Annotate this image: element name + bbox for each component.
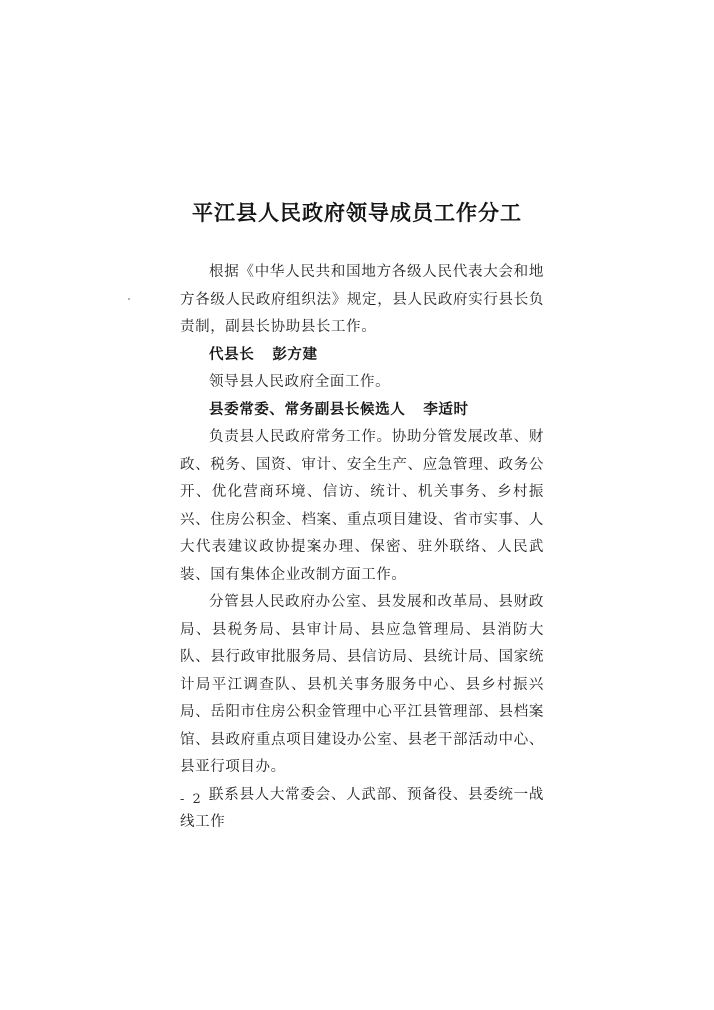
section-person-name: 彭方建 — [272, 346, 318, 363]
section-paragraph: 联系县人大常委会、人武部、预备役、县委统一战线工作 — [180, 786, 544, 830]
section-paragraph: 分管县人民政府办公室、县发展和改革局、县财政局、县税务局、县审计局、县应急管理局、县消防大队、县行政审批服务局、县信访局、县统计局、国家统计局平江调查队、县机关事务服务中心、县乡村振兴局、岳阳市住房公积金管理中心平江县管理部、县档案馆、县政府重点项目建设办公室、县老干部活动中心、县亚行项目办。 — [180, 594, 544, 775]
document-title: 平江县人民政府领导成员工作分工 — [192, 200, 522, 225]
section-heading-executive-deputy — [180, 397, 544, 425]
section-person-name: 李适时 — [423, 401, 469, 418]
section-role: 县委常委、常务副县长候选人 — [209, 401, 406, 418]
document-body — [180, 259, 544, 837]
section-role: 代县长 — [209, 346, 255, 363]
page-number: - 2 - — [180, 792, 216, 807]
intro-paragraph: 根据《中华人民共和国地方各级人民代表大会和地方各级人民政府组织法》规定，县人民政府实行县长负责制，副县长协助县长工作。 — [180, 264, 544, 335]
margin-mark — [128, 298, 130, 300]
section-paragraph: 负责县人民政府常务工作。协助分管发展改革、财政、税务、国资、审计、安全生产、应急管理、政务公开、优化营商环境、信访、统计、机关事务、乡村振兴、住房公积金、档案、重点项目建设、省市实事、人大代表建议政协提案办理、保密、驻外联络、人民武装、国有集体企业改制方面工作。 — [180, 429, 544, 583]
section-paragraph: 领导县人民政府全面工作。 — [209, 374, 391, 390]
section-heading-county-head — [180, 342, 544, 370]
